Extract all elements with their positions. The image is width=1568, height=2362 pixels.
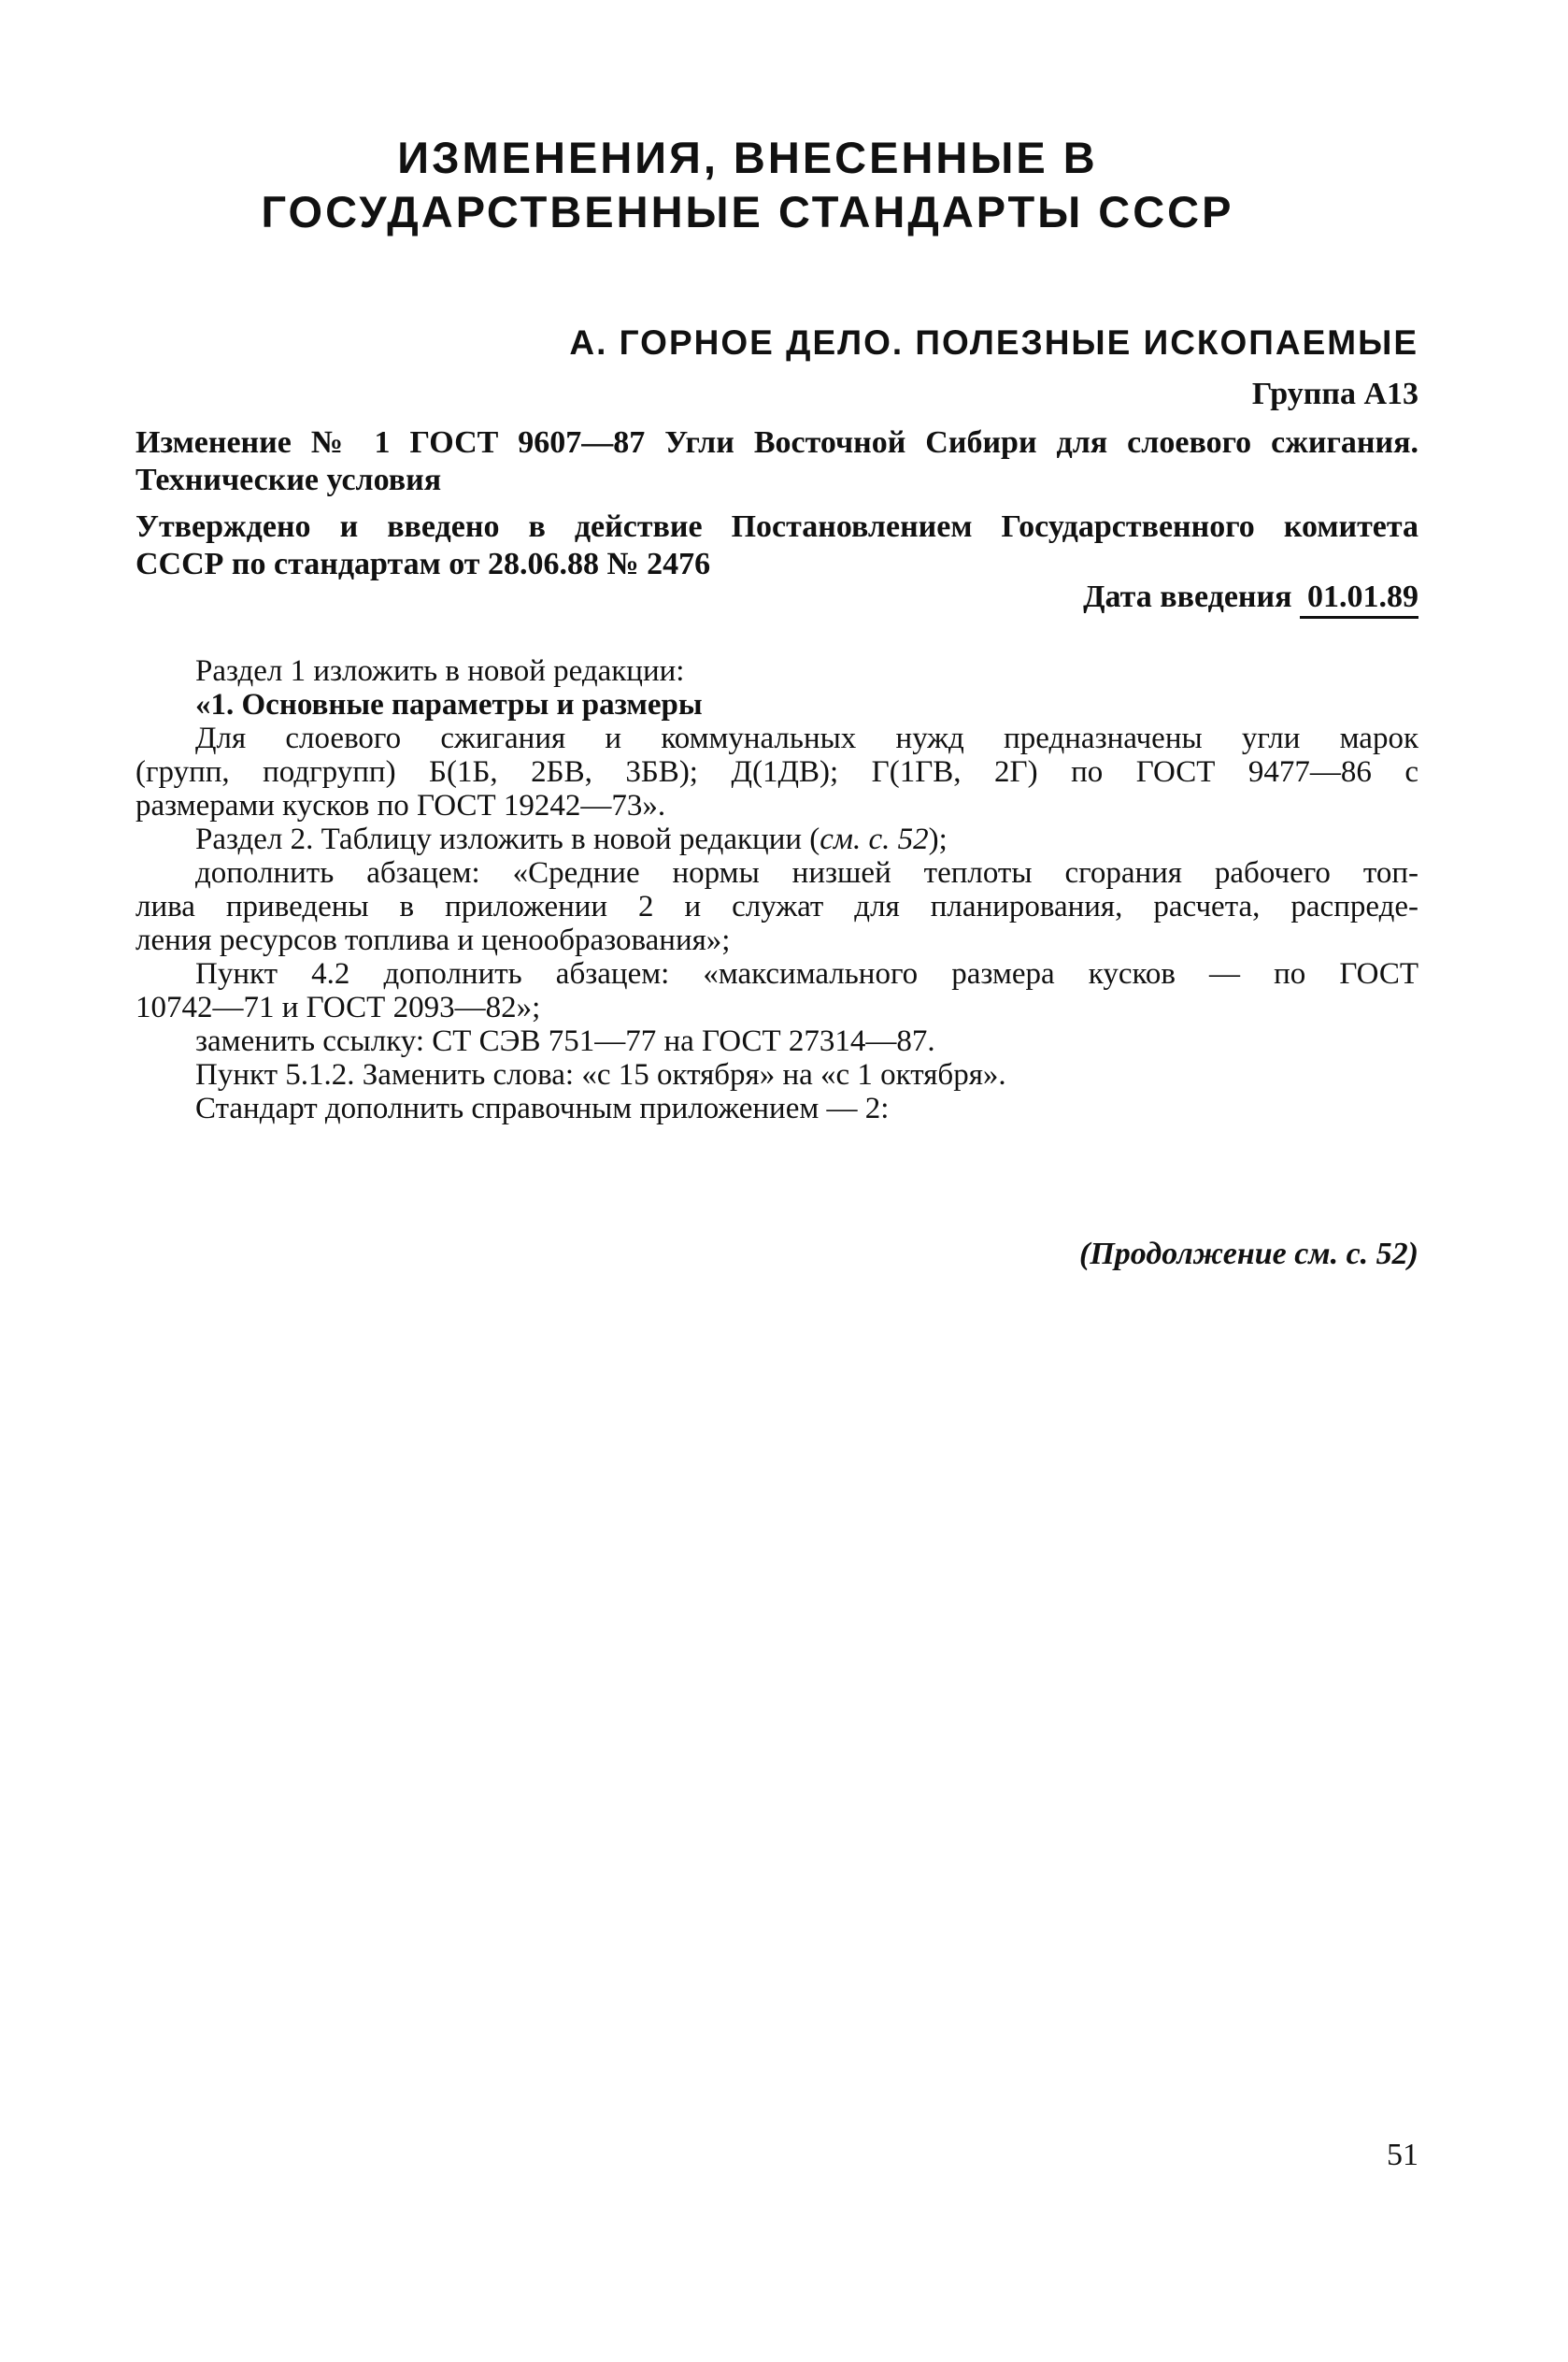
paragraph-coal-grades-line-3: размерами кусков по ГОСТ 19242—73».	[135, 789, 666, 823]
page-reference: см. с. 52	[820, 823, 929, 856]
paragraph-item-4-2-line-1: Пункт 4.2 дополнить абзацем: «максимального размера кусков — по ГОСТ	[195, 957, 1418, 991]
change-title-line-1: Изменение № 1 ГОСТ 9607—87 Угли Восточной Сибири для слоевого сжигания.	[135, 425, 1418, 460]
heading-line-2: ГОСУДАРСТВЕННЫЕ СТАНДАРТЫ СССР	[261, 187, 1234, 236]
heading-line-1: ИЗМЕНЕНИЯ, ВНЕСЕННЫЕ В	[397, 133, 1098, 182]
paragraph-section-1: Раздел 1 изложить в новой редакции:	[195, 654, 685, 688]
change-title-line-2: Технические условия	[135, 463, 442, 497]
continued-note: (Продолжение см. с. 52)	[1079, 1237, 1418, 1271]
body-text	[135, 654, 1418, 1125]
effective-date	[1083, 580, 1418, 615]
paragraph-main-params: «1. Основные параметры и размеры	[195, 688, 703, 722]
paragraph-appendix: Стандарт дополнить справочным приложением — 2:	[195, 1092, 890, 1125]
paragraph-addition-line-2: лива приведены в приложении 2 и служат для планирования, расчета, распреде-	[135, 890, 1418, 923]
paragraph-section-2-end: );	[928, 823, 948, 856]
approval-block	[135, 508, 1418, 583]
approval-line-2: СССР по стандартам от 28.06.88 № 2476	[135, 547, 711, 581]
section-title: А. ГОРНОЕ ДЕЛО. ПОЛЕЗНЫЕ ИСКОПАЕМЫЕ	[569, 323, 1418, 362]
paragraph-addition-line-3: ления ресурсов топлива и ценообразования»;	[135, 923, 731, 957]
effective-date-value: 01.01.89	[1300, 580, 1418, 619]
effective-date-label: Дата введения	[1083, 580, 1292, 614]
paragraph-coal-grades-line-2: (групп, подгрупп) Б(1Б, 2БВ, 3БВ); Д(1ДВ); Г(1ГВ, 2Г) по ГОСТ 9477—86 с	[135, 755, 1418, 789]
paragraph-section-2-start: Раздел 2. Таблицу изложить в новой редакции (	[195, 823, 820, 856]
paragraph-replace-reference: заменить ссылку: СТ СЭВ 751—77 на ГОСТ 27314—87.	[195, 1024, 935, 1058]
approval-line-1: Утверждено и введено в действие Постановлением Государственного комитета	[135, 509, 1418, 544]
group-label: Группа А13	[1251, 377, 1418, 411]
paragraph-item-4-2-line-2: 10742—71 и ГОСТ 2093—82»;	[135, 991, 541, 1024]
paragraph-addition-line-1: дополнить абзацем: «Средние нормы низшей теплоты сгорания рабочего топ-	[195, 856, 1418, 890]
paragraph-item-5-1-2: Пункт 5.1.2. Заменить слова: «с 15 октября» на «с 1 октября».	[195, 1058, 1006, 1092]
paragraph-coal-grades-line-1: Для слоевого сжигания и коммунальных нужд предназначены угли марок	[195, 722, 1418, 755]
page-number: 51	[1387, 2138, 1418, 2172]
change-title	[135, 424, 1418, 499]
paragraph-section-2	[135, 823, 1418, 856]
